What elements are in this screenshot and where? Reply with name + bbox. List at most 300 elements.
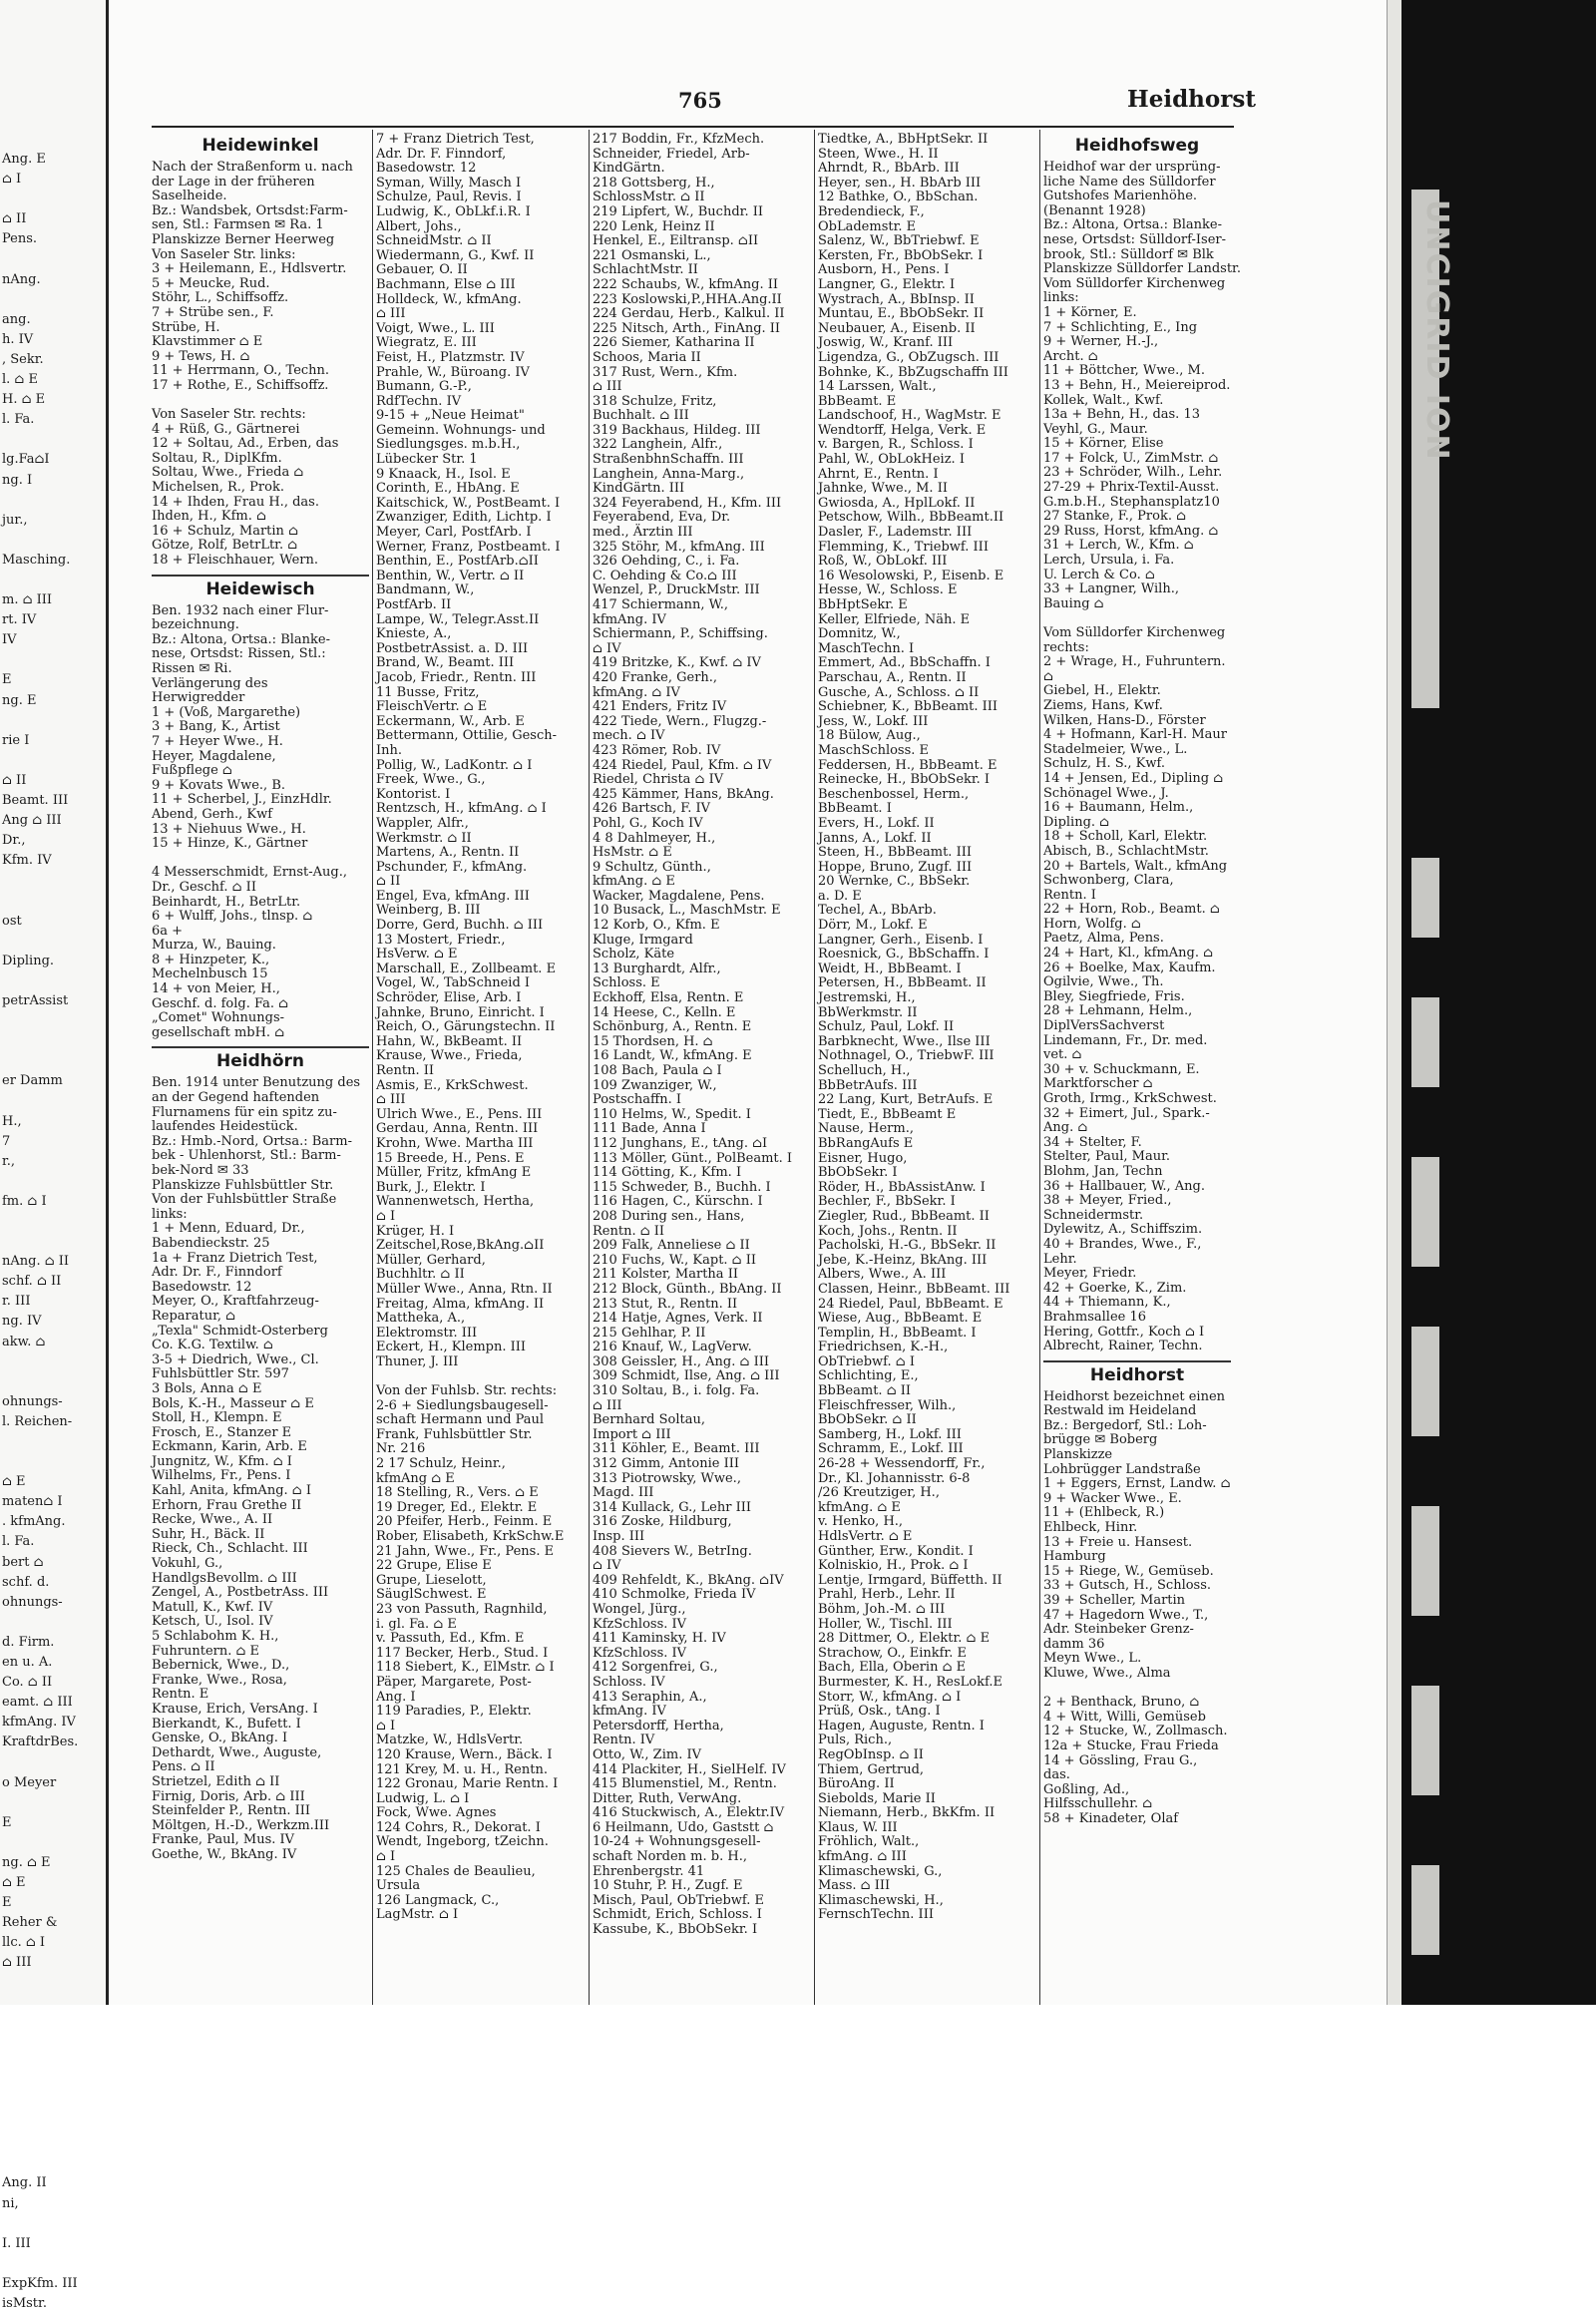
- directory-entry: Classen, Heinr., BbBeamt. III: [818, 1281, 1010, 1297]
- directory-entry: Ursula: [376, 1878, 421, 1894]
- directory-entry: 13 + Freie u. Hansest.: [1043, 1534, 1193, 1550]
- fragment-line: maten⌂ I: [2, 1494, 63, 1510]
- directory-entry: Albert, Johs.,: [376, 218, 462, 234]
- directory-entry: Dr., Kl. Johannisstr. 6-8: [818, 1470, 971, 1486]
- directory-entry: Petersdorff, Hertha,: [593, 1718, 724, 1734]
- directory-entry: BbRangAufs E: [818, 1135, 914, 1151]
- directory-entry: Herwigredder: [152, 690, 245, 706]
- directory-entry: Klimaschewski, H.,: [818, 1892, 944, 1908]
- directory-entry: Zengel, A., PostbetrAss. III: [152, 1585, 329, 1601]
- directory-entry: BbObSekr. I: [818, 1165, 898, 1181]
- fragment-line: H.,: [2, 1113, 22, 1129]
- directory-entry: Meyer, Friedr.: [1043, 1266, 1137, 1282]
- directory-entry: Zeitschel,Rose,BkAng.⌂II: [376, 1238, 545, 1254]
- fragment-line: [0, 1753, 106, 1773]
- directory-entry: ⌂ I: [376, 1849, 396, 1865]
- directory-entry: 5 Schlabohm K. H.,: [152, 1629, 279, 1644]
- directory-entry: 4 8 Dahlmeyer, H.,: [593, 830, 716, 846]
- directory-entry: Fußpflege ⌂: [152, 763, 232, 779]
- directory-entry: Schiermann, P., Schiffsing.: [593, 626, 768, 642]
- directory-entry: kfmAng. IV: [593, 611, 666, 627]
- directory-entry: 310 Soltau, B., i. folg. Fa.: [593, 1383, 760, 1399]
- directory-entry: 38 + Meyer, Fried.,: [1043, 1193, 1172, 1209]
- directory-entry: Päper, Margarete, Post-: [376, 1674, 532, 1690]
- fragment-line: l. Fa.: [2, 1534, 35, 1550]
- directory-entry: 16 Landt, W., kfmAng. E: [593, 1048, 752, 1064]
- directory-entry: schaft Hermann und Paul: [376, 1412, 545, 1428]
- directory-entry: Jahnke, Bruno, Einricht. I: [376, 1004, 545, 1020]
- directory-entry: Erhorn, Frau Grethe II: [152, 1497, 302, 1513]
- fragment-line: [0, 1833, 106, 1853]
- directory-entry: Rentzsch, H., kfmAng. ⌂ I: [376, 801, 547, 817]
- directory-entry: Krause, Wwe., Frieda,: [376, 1048, 523, 1064]
- fragment-line: [0, 491, 106, 511]
- directory-entry: Von Saseler Str. links:: [152, 246, 296, 262]
- fragment-line: IV: [2, 632, 17, 648]
- directory-entry: ⌂ II: [376, 874, 401, 890]
- fragment-line: ni,: [2, 2195, 19, 2211]
- directory-entry: Wiegratz, E. III: [376, 335, 477, 351]
- directory-entry: Bauing ⌂: [1043, 595, 1104, 611]
- directory-entry: Albers, Wwe., A. III: [818, 1267, 947, 1283]
- directory-entry: 3 Bols, Anna ⌂ E: [152, 1380, 262, 1396]
- page-number: 765: [678, 88, 722, 113]
- directory-entry: MaschSchloss. E: [818, 742, 930, 758]
- directory-entry: Kollek, Walt., Kwf.: [1043, 392, 1164, 408]
- directory-entry: Verlängerung des: [152, 675, 268, 691]
- directory-entry: 18 + Fleischhauer, Wern.: [152, 553, 319, 569]
- directory-entry: 16 Wesolowski, P., Eisenb. E: [818, 568, 1004, 583]
- directory-entry: kfmAng. ⌂ E: [593, 874, 675, 890]
- directory-entry: Techel, A., BbArb.: [818, 903, 937, 919]
- directory-entry: 413 Seraphin, A.,: [593, 1689, 707, 1705]
- directory-entry: Asmis, E., KrkSchwest.: [376, 1077, 529, 1093]
- directory-entry: Ligendza, G., ObZugsch. III: [818, 349, 999, 365]
- directory-entry: schaft Norden m. b. H.,: [593, 1849, 747, 1865]
- directory-entry: KfzSchloss. IV: [593, 1616, 687, 1632]
- directory-entry: Dasler, F., Lademstr. III: [818, 525, 973, 541]
- directory-entry: 419 Britzke, K., Kwf. ⌂ IV: [593, 655, 761, 671]
- fragment-line: [0, 871, 106, 891]
- directory-entry: Brahmsallee 16: [1043, 1309, 1147, 1325]
- directory-entry: HdlsVertr. ⌂ E: [818, 1529, 913, 1544]
- directory-entry: Schelluch, H.,: [818, 1063, 911, 1078]
- directory-entry: BbWerkmstr. II: [818, 1004, 918, 1020]
- directory-entry: SchlossMstr. ⌂ II: [593, 190, 705, 205]
- directory-entry: 426 Bartsch, F. IV: [593, 801, 711, 817]
- directory-entry: Lampe, W., Telegr.Asst.II: [376, 611, 540, 627]
- fragment-line: [0, 1051, 106, 1071]
- directory-entry: 412 Sorgenfrei, G.,: [593, 1660, 718, 1676]
- directory-entry: Wystrach, A., BbInsp. II: [818, 291, 975, 307]
- directory-entry: 424 Riedel, Paul, Kfm. ⌂ IV: [593, 757, 772, 773]
- directory-entry: 221 Osmanski, L.,: [593, 247, 711, 263]
- directory-entry: 7 + Strübe sen., F.: [152, 304, 274, 320]
- fragment-line: ng. E: [2, 692, 37, 708]
- directory-entry: 18 + Scholl, Karl, Elektr.: [1043, 829, 1208, 845]
- directory-entry: Insp. III: [593, 1529, 645, 1544]
- directory-entry: Murza, W., Bauing.: [152, 938, 276, 954]
- directory-entry: ⌂ III: [376, 1092, 406, 1108]
- directory-entry: 9 + Wacker Wwe., E.: [1043, 1490, 1182, 1506]
- directory-entry: Klaus, W. III: [818, 1819, 898, 1835]
- directory-entry: Vogel, W., TabSchneid I: [376, 975, 531, 991]
- directory-entry: 15 + Riege, W., Gemüseb.: [1043, 1563, 1214, 1579]
- directory-entry: HsVerw. ⌂ E: [376, 947, 458, 963]
- fragment-line: [0, 1432, 106, 1452]
- directory-entry: bek-Nord ✉ 33: [152, 1163, 249, 1178]
- directory-entry: 209 Falk, Anneliese ⌂ II: [593, 1238, 750, 1254]
- directory-entry: Joswig, W., Kranf. III: [818, 335, 954, 351]
- directory-entry: Engel, Eva, kfmAng. III: [376, 888, 530, 904]
- fragment-line: [0, 711, 106, 731]
- directory-entry: RegObInsp. ⌂ II: [818, 1746, 924, 1762]
- directory-entry: Flemming, K., Triebwf. III: [818, 539, 989, 555]
- directory-entry: Von der Fuhlsbüttler Straße: [152, 1192, 337, 1208]
- directory-entry: Reparatur, ⌂: [152, 1308, 236, 1324]
- directory-entry: Soltau, R., DiplKfm.: [152, 450, 282, 466]
- directory-entry: Schulz, Paul, Lokf. II: [818, 1019, 955, 1035]
- directory-entry: Soltau, Wwe., Frieda ⌂: [152, 465, 304, 481]
- directory-entry: Klimaschewski, G.,: [818, 1863, 943, 1879]
- directory-entry: Werner, Franz, Postbeamt. I: [376, 539, 561, 555]
- directory-entry: 10 Busack, L., MaschMstr. E: [593, 903, 781, 919]
- directory-entry: Benthin, W., Vertr. ⌂ II: [376, 568, 525, 583]
- directory-entry: ⌂: [1043, 668, 1053, 684]
- directory-entry: Reich, O., Gärungstechn. II: [376, 1019, 556, 1035]
- directory-entry: 120 Krause, Wern., Bäck. I: [376, 1746, 553, 1762]
- directory-entry: 13 + Behn, H., Meiereiprod.: [1043, 377, 1231, 393]
- directory-entry: Langner, Gerh., Eisenb. I: [818, 932, 984, 948]
- directory-entry: BüroAng. II: [818, 1776, 895, 1792]
- directory-entry: 115 Schweder, B., Buchh. I: [593, 1179, 771, 1195]
- fragment-line: ⌂ II: [2, 211, 27, 227]
- directory-entry: Otto, W., Zim. IV: [593, 1746, 701, 1762]
- directory-entry: Ehrenbergstr. 41: [593, 1863, 705, 1879]
- fragment-line: d. Firm.: [2, 1634, 55, 1650]
- directory-entry: Burmester, K. H., ResLokf.E: [818, 1674, 1002, 1690]
- directory-entry: Feyerabend, Eva, Dr.: [593, 510, 731, 526]
- directory-entry: 18 Stelling, R., Vers. ⌂ E: [376, 1485, 539, 1501]
- directory-entry: 224 Gerdau, Herb., Kalkul. II: [593, 306, 785, 322]
- directory-entry: Templin, H., BbBeamt. I: [818, 1325, 977, 1341]
- fragment-line: ExpKfm. III: [2, 2275, 78, 2291]
- directory-entry: 15 + Körner, Elise: [1043, 436, 1164, 452]
- directory-entry: 17 + Folck, U., ZimMstr. ⌂: [1043, 450, 1219, 466]
- directory-entry: Frank, Fuhlsbüttler Str.: [376, 1426, 533, 1442]
- directory-entry: 2 17 Schulz, Heinr.,: [376, 1456, 506, 1472]
- directory-entry: Gwiosda, A., HplLokf. II: [818, 495, 976, 511]
- directory-entry: Jahnke, Wwe., M. II: [818, 481, 948, 497]
- street-heading: Heidhofsweg: [1074, 136, 1200, 156]
- fragment-line: fm. ⌂ I: [2, 1193, 47, 1209]
- directory-entry: 44 + Thiemann, K.,: [1043, 1295, 1171, 1311]
- directory-entry: 409 Rehfeldt, K., BkAng. ⌂IV: [593, 1572, 784, 1588]
- directory-entry: 109 Zwanziger, W.,: [593, 1077, 717, 1093]
- directory-entry: 317 Rust, Wern., Kfm.: [593, 364, 738, 380]
- directory-entry: 124 Cohrs, R., Dekorat. I: [376, 1819, 541, 1835]
- directory-entry: damm 36: [1043, 1636, 1105, 1652]
- directory-entry: 10-24 + Wohnungsgesell-: [593, 1834, 761, 1850]
- directory-entry: Schneider, Friedel, Arb-: [593, 146, 750, 162]
- directory-entry: 12 Bathke, O., BbSchan.: [818, 190, 979, 205]
- directory-entry: 11 + (Ehlbeck, R.): [1043, 1505, 1165, 1521]
- directory-entry: Bach, Ella, Oberin ⌂ E: [818, 1660, 967, 1676]
- directory-entry: 112 Junghans, E., tAng. ⌂I: [593, 1135, 768, 1151]
- directory-entry: Krüger, H. I: [376, 1223, 455, 1239]
- column-divider: [1039, 130, 1040, 2005]
- fragment-line: [0, 1011, 106, 1031]
- directory-entry: Holler, W., Tischl. III: [818, 1616, 953, 1632]
- scan-margin: [0, 2005, 1596, 2171]
- directory-entry: Wilken, Hans-D., Förster: [1043, 712, 1206, 728]
- directory-entry: 14 + Ihden, Frau H., das.: [152, 494, 319, 510]
- directory-entry: Lindemann, Fr., Dr. med.: [1043, 1032, 1208, 1048]
- street-heading: Heidhorst: [1089, 1364, 1185, 1385]
- directory-entry: Schwonberg, Clara,: [1043, 873, 1174, 889]
- directory-entry: Adr. Steinbeker Grenz-: [1043, 1622, 1194, 1638]
- directory-entry: Inh.: [376, 742, 403, 758]
- directory-entry: ⌂ III: [376, 306, 406, 322]
- directory-entry: Syman, Willy, Masch I: [376, 175, 522, 191]
- fragment-line: o Meyer: [2, 1774, 57, 1790]
- directory-entry: Eckermann, W., Arb. E: [376, 713, 525, 729]
- fragment-line: l. ⌂ E: [2, 372, 38, 388]
- directory-entry: 108 Bach, Paula ⌂ I: [593, 1063, 722, 1078]
- directory-entry: Kaitschick, W., PostBeamt. I: [376, 495, 561, 511]
- directory-entry: Beinhardt, H., BetrLtr.: [152, 894, 301, 910]
- directory-entry: Krause, Erich, VersAng. I: [152, 1701, 318, 1717]
- directory-entry: Krohn, Wwe. Martha III: [376, 1135, 534, 1151]
- directory-entry: Pschunder, F., kfmAng.: [376, 859, 528, 875]
- directory-entry: Suhr, H., Bäck. II: [152, 1526, 265, 1542]
- directory-entry: Schoos, Maria II: [593, 349, 701, 365]
- directory-entry: 318 Schulze, Fritz,: [593, 393, 717, 409]
- directory-entry: 15 Breede, H., Pens. E: [376, 1150, 525, 1166]
- directory-entry: 411 Kaminsky, H. IV: [593, 1631, 726, 1647]
- directory-entry: Weidt, H., BbBeamt. I: [818, 961, 962, 976]
- directory-entry: Restwald im Heideland: [1043, 1403, 1197, 1419]
- directory-entry: Gemeinn. Wohnungs- und: [376, 422, 546, 438]
- directory-entry: ⌂ III: [593, 379, 622, 395]
- directory-entry: 218 Gottsberg, H.,: [593, 175, 715, 191]
- directory-entry: Röder, H., BbAssistAnw. I: [818, 1179, 986, 1195]
- fragment-line: [0, 531, 106, 551]
- fragment-line: [0, 1352, 106, 1372]
- directory-entry: Scholz, Käte: [593, 947, 675, 963]
- directory-entry: Siedlungsges. m.b.H.,: [376, 437, 521, 453]
- directory-entry: BbBetrAufs. III: [818, 1077, 918, 1093]
- directory-entry: Prüß, Osk., tAng. I: [818, 1704, 941, 1720]
- directory-entry: Knieste, A.,: [376, 626, 452, 642]
- directory-entry: Import ⌂ III: [593, 1426, 671, 1442]
- directory-entry: 312 Gimm, Antonie III: [593, 1456, 739, 1472]
- directory-entry: Ludwig, L. ⌂ I: [376, 1790, 470, 1806]
- directory-entry: Kluge, Irmgard: [593, 932, 693, 948]
- fragment-line: Beamt. III: [2, 793, 69, 808]
- directory-entry: Dörr, M., Lokf. E: [818, 918, 928, 934]
- directory-entry: Barbknecht, Wwe., Ilse III: [818, 1033, 991, 1049]
- directory-entry: 113 Möller, Günt., PolBeamt. I: [593, 1150, 793, 1166]
- fragment-line: ⌂ III: [2, 1955, 32, 1971]
- directory-entry: 110 Helms, W., Spedit. I: [593, 1106, 751, 1122]
- column-divider: [372, 130, 373, 2005]
- directory-entry: Schramm, E., Lokf. III: [818, 1441, 964, 1457]
- directory-entry: 210 Fuchs, W., Kapt. ⌂ II: [593, 1252, 757, 1268]
- fragment-line: [0, 1172, 106, 1192]
- directory-entry: Rentn. IV: [593, 1733, 655, 1748]
- directory-entry: i. gl. Fa. ⌂ E: [376, 1616, 457, 1632]
- fragment-line: H. ⌂ E: [2, 392, 46, 408]
- fragment-line: 7: [2, 1133, 11, 1149]
- directory-entry: Bechler, F., BbSekr. I: [818, 1194, 956, 1210]
- directory-entry: Jungnitz, W., Kfm. ⌂ I: [152, 1453, 292, 1469]
- directory-entry: U. Lerch & Co. ⌂: [1043, 567, 1155, 582]
- directory-entry: KindGärtn. III: [593, 481, 685, 497]
- directory-entry: 9 + Werner, H.-J.,: [1043, 334, 1159, 350]
- directory-entry: Roesnick, G., BbSchaffn. I: [818, 947, 990, 963]
- directory-entry: Werkmstr. ⌂ II: [376, 830, 472, 846]
- directory-entry: Planskizze: [1043, 1447, 1113, 1463]
- directory-entry: 12 + Stucke, W., Zollmasch.: [1043, 1724, 1228, 1739]
- directory-entry: 27-29 + Phrix-Textil-Ausst.: [1043, 480, 1220, 496]
- directory-entry: Bz.: Altona, Ortsa.: Blanke-: [152, 631, 330, 647]
- fragment-line: r. III: [2, 1294, 31, 1310]
- fragment-line: kfmAng. IV: [2, 1715, 76, 1731]
- directory-entry: Prahle, W., Büroang. IV: [376, 364, 530, 380]
- fragment-line: eamt. ⌂ III: [2, 1695, 73, 1711]
- directory-entry: Schneidermstr.: [1043, 1207, 1144, 1223]
- directory-entry: Planskizze Fuhlsbüttler Str.: [152, 1177, 334, 1193]
- directory-entry: Co. K.G. Textilw. ⌂: [152, 1338, 273, 1353]
- directory-entry: liche Name des Sülldorfer: [1043, 174, 1216, 190]
- directory-entry: Horn, Wolfg. ⌂: [1043, 916, 1141, 932]
- fragment-line: [0, 249, 106, 269]
- directory-entry: Stoll, H., Klempn. E: [152, 1410, 282, 1426]
- directory-entry: Ang. ⌂: [1043, 1120, 1088, 1136]
- directory-entry: Landschoof, H., WagMstr. E: [818, 408, 1001, 424]
- directory-entry: Michelsen, R., Prok.: [152, 480, 284, 496]
- directory-entry: 26-28 + Wessendorff, Fr.,: [818, 1456, 986, 1472]
- side-tab-label: UNCIGRID ION: [1419, 199, 1454, 462]
- directory-entry: Riedel, Christa ⌂ IV: [593, 772, 724, 788]
- street-heading: Heidewinkel: [201, 136, 319, 156]
- directory-entry: Von Saseler Str. rechts:: [152, 407, 306, 423]
- header-rule: [152, 126, 1234, 128]
- directory-entry: 118 Siebert, K., ElMstr. ⌂ I: [376, 1660, 555, 1676]
- fragment-line: l. Reichen-: [2, 1413, 73, 1429]
- directory-entry: 220 Lenk, Heinz II: [593, 218, 715, 234]
- directory-entry: kfmAng. ⌂ IV: [593, 684, 680, 700]
- directory-entry: 13 + Niehuus Wwe., H.: [152, 821, 306, 837]
- directory-entry: Matzke, W., HdlsVertr.: [376, 1733, 524, 1748]
- directory-entry: 216 Knauf, W., LagVerw.: [593, 1340, 752, 1355]
- directory-entry: Feddersen, H., BbBeamt. E: [818, 757, 998, 773]
- directory-entry: SchlachtMstr. II: [593, 262, 698, 278]
- directory-entry: 12 + Soltau, Ad., Erben, das: [152, 436, 339, 452]
- directory-entry: 16 + Schulz, Martin ⌂: [152, 523, 298, 539]
- directory-entry: 8 + Hinzpeter, K.,: [152, 952, 270, 967]
- directory-entry: 223 Koslowski,P.,HHA.Ang.II: [593, 291, 782, 307]
- directory-entry: v. Passuth, Ed., Kfm. E: [376, 1631, 525, 1647]
- directory-entry: (Benannt 1928): [1043, 202, 1146, 218]
- directory-entry: 9 + Tews, H. ⌂: [152, 348, 250, 364]
- directory-entry: 226 Siemer, Katharina II: [593, 335, 755, 351]
- fragment-line: Kfm. IV: [2, 853, 52, 869]
- directory-entry: 2 + Wrage, H., Fuhruntern.: [1043, 654, 1226, 670]
- directory-entry: PostfArb. II: [376, 597, 452, 612]
- directory-entry: 26 + Boelke, Max, Kaufm.: [1043, 960, 1216, 975]
- directory-entry: 40 + Brandes, Wwe., F.,: [1043, 1236, 1202, 1252]
- directory-entry: 20 Pfeifer, Herb., Feinm. E: [376, 1514, 553, 1530]
- directory-entry: 47 + Hagedorn Wwe., T.,: [1043, 1607, 1209, 1623]
- directory-entry: Rentn. E: [152, 1687, 209, 1703]
- directory-entry: 24 + Hart, Kl., kfmAng. ⌂: [1043, 946, 1214, 962]
- directory-entry: 423 Römer, Rob. IV: [593, 742, 721, 758]
- fragment-line: [0, 571, 106, 590]
- directory-entry: Buchhltr. ⌂ II: [376, 1267, 465, 1283]
- directory-entry: Jacob, Friedr., Rentn. III: [376, 669, 537, 685]
- directory-entry: 10 Stuhr, P. H., Zugf. E: [593, 1878, 743, 1894]
- fragment-line: r.,: [2, 1153, 16, 1169]
- directory-entry: Domnitz, W.,: [818, 626, 901, 642]
- directory-entry: Hahn, W., BkBeamt. II: [376, 1033, 523, 1049]
- fragment-line: Reher &: [2, 1915, 58, 1931]
- directory-entry: Ditter, Ruth, VerwAng.: [593, 1790, 742, 1806]
- directory-entry: 13a + Behn, H., das. 13: [1043, 407, 1200, 423]
- directory-entry: 325 Stöhr, M., kfmAng. III: [593, 539, 765, 555]
- directory-entry: 309 Schmidt, Ilse, Ang. ⌂ III: [593, 1368, 780, 1384]
- directory-entry: Strübe, H.: [152, 319, 220, 335]
- directory-entry: Kolniskio, H., Prok. ⌂ I: [818, 1558, 969, 1574]
- directory-entry: 122 Gronau, Marie Rentn. I: [376, 1776, 559, 1792]
- directory-entry: Wappler, Alfr.,: [376, 815, 469, 831]
- fragment-line: llc. ⌂ I: [2, 1935, 46, 1951]
- directory-entry: Nach der Straßenform u. nach: [152, 160, 353, 175]
- directory-entry: Freek, Wwe., G.,: [376, 772, 486, 788]
- directory-entry: Schulze, Paul, Revis. I: [376, 190, 522, 205]
- directory-entry: 15 Thordsen, H. ⌂: [593, 1033, 713, 1049]
- directory-entry: Rentn. II: [376, 1063, 434, 1078]
- directory-entry: Bz.: Hmb.-Nord, Ortsa.: Barm-: [152, 1133, 352, 1149]
- directory-entry: Basedowstr. 12: [152, 1279, 252, 1295]
- directory-entry: Bz.: Bergedorf, Stl.: Loh-: [1043, 1417, 1207, 1433]
- directory-entry: 20 Wernke, C., BbSekr.: [818, 874, 971, 890]
- directory-entry: Puls, Rich.,: [818, 1733, 893, 1748]
- column-4: [818, 133, 1035, 1998]
- fragment-line: ng. ⌂ E: [2, 1854, 51, 1870]
- directory-entry: Franke, Wwe., Rosa,: [152, 1672, 287, 1688]
- directory-entry: C. Oehding & Co.⌂ III: [593, 568, 737, 583]
- fragment-line: ⌂ E: [2, 1474, 26, 1490]
- directory-entry: 308 Geissler, H., Ang. ⌂ III: [593, 1353, 769, 1369]
- directory-entry: Bohnke, K., BbZugschaffn III: [818, 364, 1008, 380]
- directory-entry: 311 Köhler, E., Beamt. III: [593, 1441, 760, 1457]
- directory-entry: Meyer, O., Kraftfahrzeug-: [152, 1294, 319, 1310]
- directory-entry: Ang. I: [376, 1689, 416, 1705]
- fragment-line: . kfmAng.: [2, 1514, 66, 1530]
- fragment-line: [0, 2254, 106, 2274]
- directory-entry: Steinfelder P., Rentn. III: [152, 1803, 311, 1819]
- directory-entry: Kluwe, Wwe., Alma: [1043, 1665, 1171, 1681]
- directory-entry: 219 Lipfert, W., Buchdr. II: [593, 203, 763, 219]
- directory-entry: MaschTechn. I: [818, 640, 915, 656]
- directory-entry: Veyhl, G., Maur.: [1043, 421, 1148, 437]
- directory-entry: vet. ⌂: [1043, 1047, 1082, 1063]
- fragment-line: E: [2, 1895, 12, 1911]
- directory-entry: ⌂ IV: [593, 1558, 621, 1574]
- directory-entry: Goethe, W., BkAng. IV: [152, 1846, 297, 1862]
